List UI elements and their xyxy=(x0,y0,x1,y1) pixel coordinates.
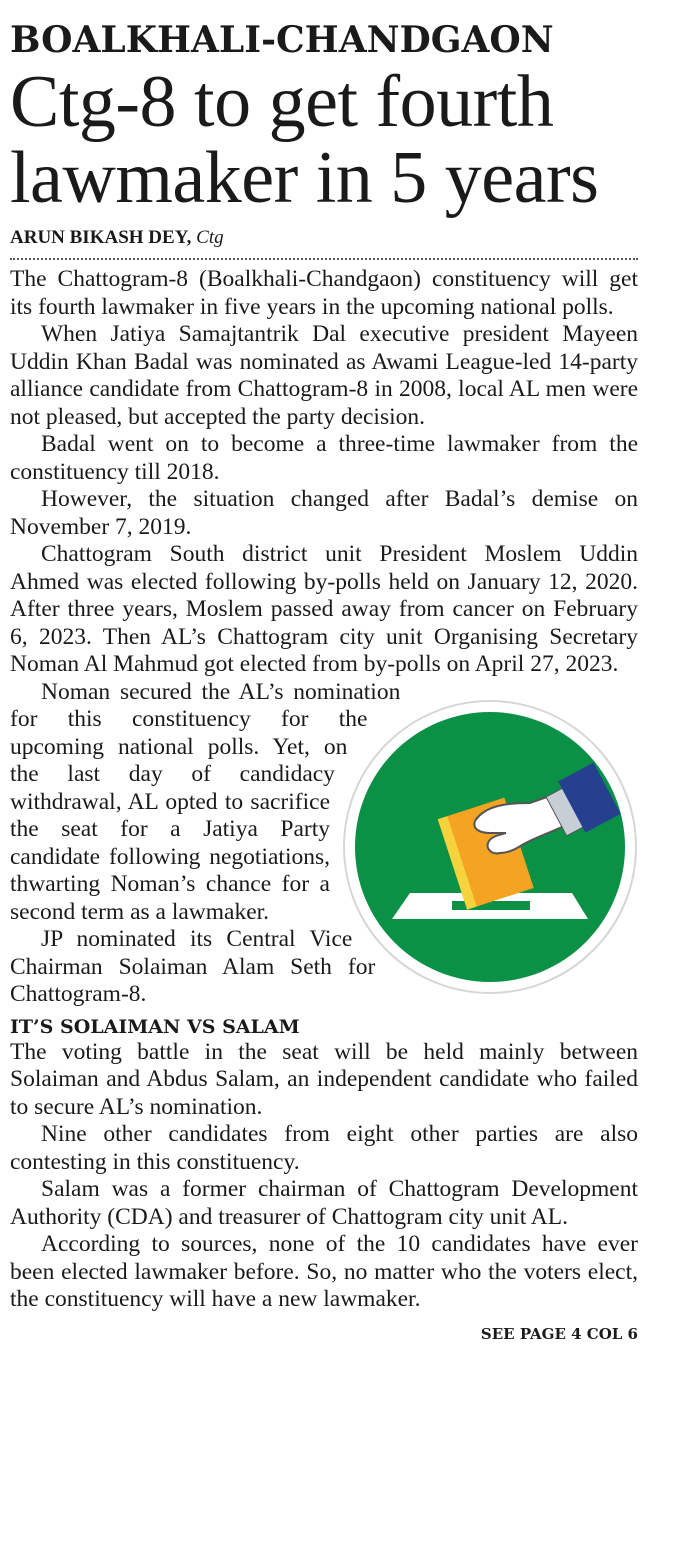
paragraph: The Chattogram-8 (Boalkhali-Chandgaon) constituency will get its fourth lawmaker in five years in the upcoming national polls. xyxy=(10,266,638,320)
byline xyxy=(10,226,638,250)
headline: Ctg-8 to get fourth lawmaker in 5 years xyxy=(10,61,599,219)
subheading: IT’S SOLAIMAN VS SALAM xyxy=(10,1015,300,1038)
paragraph: When Jatiya Samajtantrik Dal executive president Mayeen Uddin Khan Badal was nominated as Awami League-led 14-party alliance candidate from Chattogram-8 in 2008, local AL men were not pleased, but accepted the party decision. xyxy=(10,321,638,430)
ballot-illustration xyxy=(340,697,640,997)
paragraph: Nine other candidates from eight other parties are also contesting in this constituency. xyxy=(10,1121,638,1175)
paragraph: JP nominated its Central Vice Chairman Solaiman Alam Seth for Chattogram-8. xyxy=(10,926,376,1007)
ballot-box-icon xyxy=(340,697,640,997)
paragraph: Badal went on to become a three-time lawmaker from the constituency till 2018. xyxy=(10,431,638,485)
continuation-note: SEE PAGE 4 COL 6 xyxy=(480,1324,638,1343)
paragraph: Noman secured the AL’s nomination for this constituency for the upcoming national polls. Yet, on the last day of candidacy withdrawal, AL opted to sacrifice the seat for a Jatiya Party candidate following negotiations, thwarting Noman’s chance for a second term as a lawmaker. xyxy=(10,678,401,925)
byline-author: ARUN BIKASH DEY, xyxy=(10,227,192,248)
byline-place: Ctg xyxy=(196,227,224,248)
paragraph: The voting battle in the seat will be held mainly between Solaiman and Abdus Salam, an independent candidate who failed to secure AL’s nomination. xyxy=(10,1038,638,1120)
paragraph: However, the situation changed after Badal’s demise on November 7, 2019. xyxy=(10,486,638,540)
paragraph: Salam was a former chairman of Chattogram Development Authority (CDA) and treasurer of Chattogram city unit AL. xyxy=(10,1176,638,1230)
dotted-divider xyxy=(10,258,638,260)
kicker: BOALKHALI-CHANDGAON xyxy=(10,19,554,61)
article-body xyxy=(10,266,638,1314)
article xyxy=(10,18,638,1344)
paragraph: Chattogram South district unit President Moslem Uddin Ahmed was elected following by-polls held on January 12, 2020. After three years, Moslem passed away from cancer on February 6, 2023. Then AL’s Chattogram city unit Organising Secretary Noman Al Mahmud got elected from by-polls on April 27, 2023. xyxy=(10,541,638,677)
paragraph: According to sources, none of the 10 candidates have ever been elected lawmaker before. So, no matter who the voters elect, the constituency will have a new lawmaker. xyxy=(10,1231,638,1312)
